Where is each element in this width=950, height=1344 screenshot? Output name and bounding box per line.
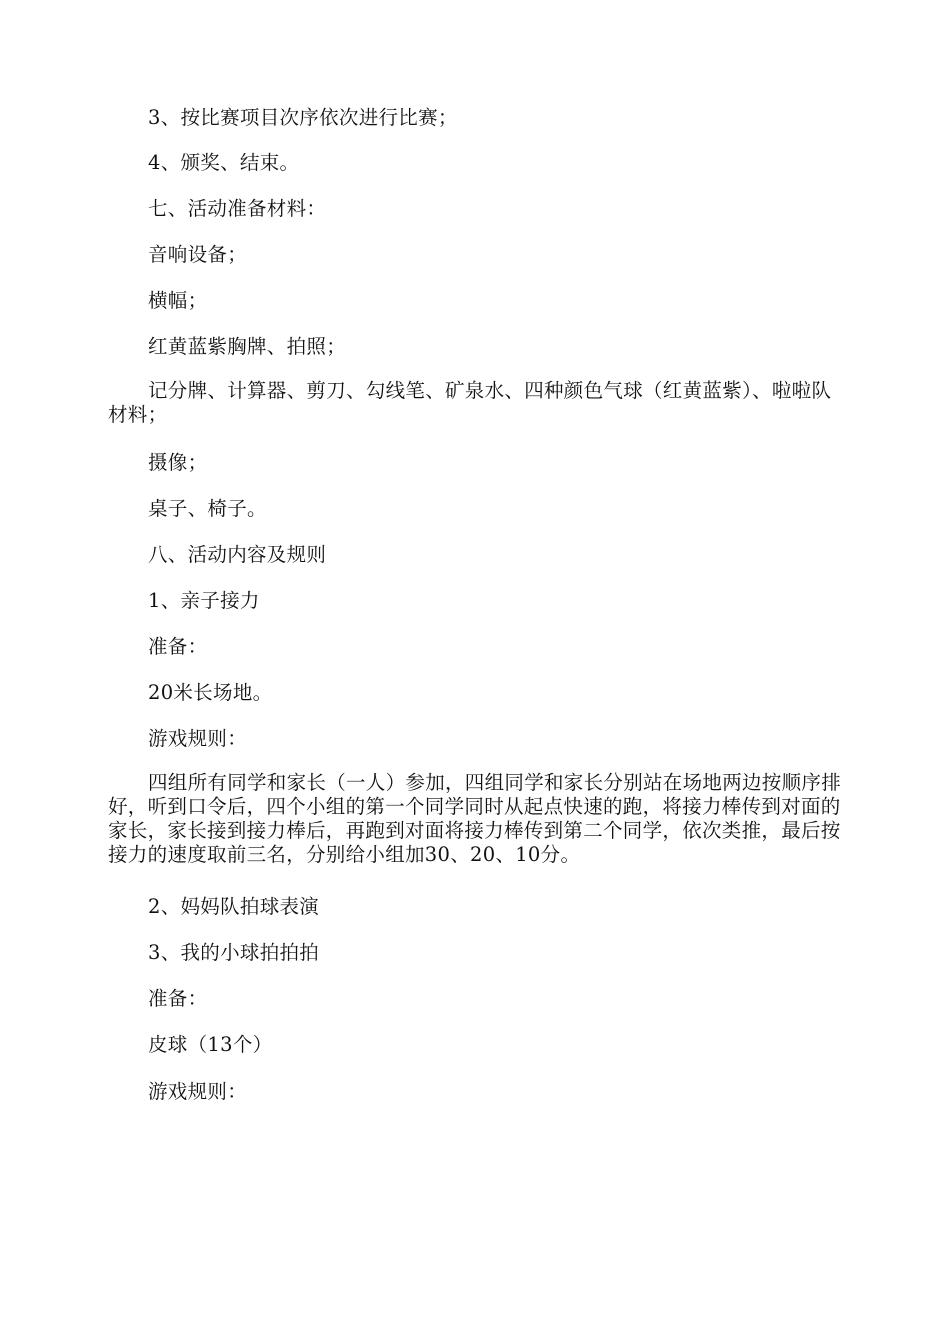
prep-label: 准备： [148,987,208,1010]
activity-title: 2、妈妈队拍球表演 [148,895,320,918]
section-heading-materials: 七、活动准备材料： [148,197,327,220]
prep-detail: 20米长场地。 [148,681,273,704]
section-heading-activities: 八、活动内容及规则 [148,543,327,566]
prep-detail: 皮球（13个） [148,1033,273,1056]
list-step-4: 4、颁奖、结束。 [148,151,300,174]
material-item: 记分牌、计算器、剪刀、勾线笔、矿泉水、四种颜色气球（红黄蓝紫）、啦啦队材料； [108,379,832,426]
activity-title: 1、亲子接力 [148,589,260,612]
material-item: 横幅； [148,289,208,312]
prep-label: 准备： [148,635,208,658]
rules-label: 游戏规则： [148,727,248,750]
material-item: 摄像； [148,451,208,474]
rules-detail: 四组所有同学和家长（一人）参加，四组同学和家长分别站在场地两边按顺序排好，听到口令后，四个小组的第一个同学同时从起点快速的跑，将接力棒传到对面的家长，家长接到接力棒后，再跑到对面将接力棒传到第二个同学，依次类推，最后按接力的速度取前三名，分别给小组加30、20、10分。 [108,771,842,866]
material-item: 红黄蓝紫胸牌、拍照； [148,335,347,358]
material-item: 音响设备； [148,243,248,266]
list-step-3: 3、按比赛项目次序依次进行比赛； [148,106,458,129]
material-item: 桌子、椅子。 [148,497,267,520]
rules-label: 游戏规则： [148,1080,248,1103]
activity-title: 3、我的小球拍拍拍 [148,941,320,964]
